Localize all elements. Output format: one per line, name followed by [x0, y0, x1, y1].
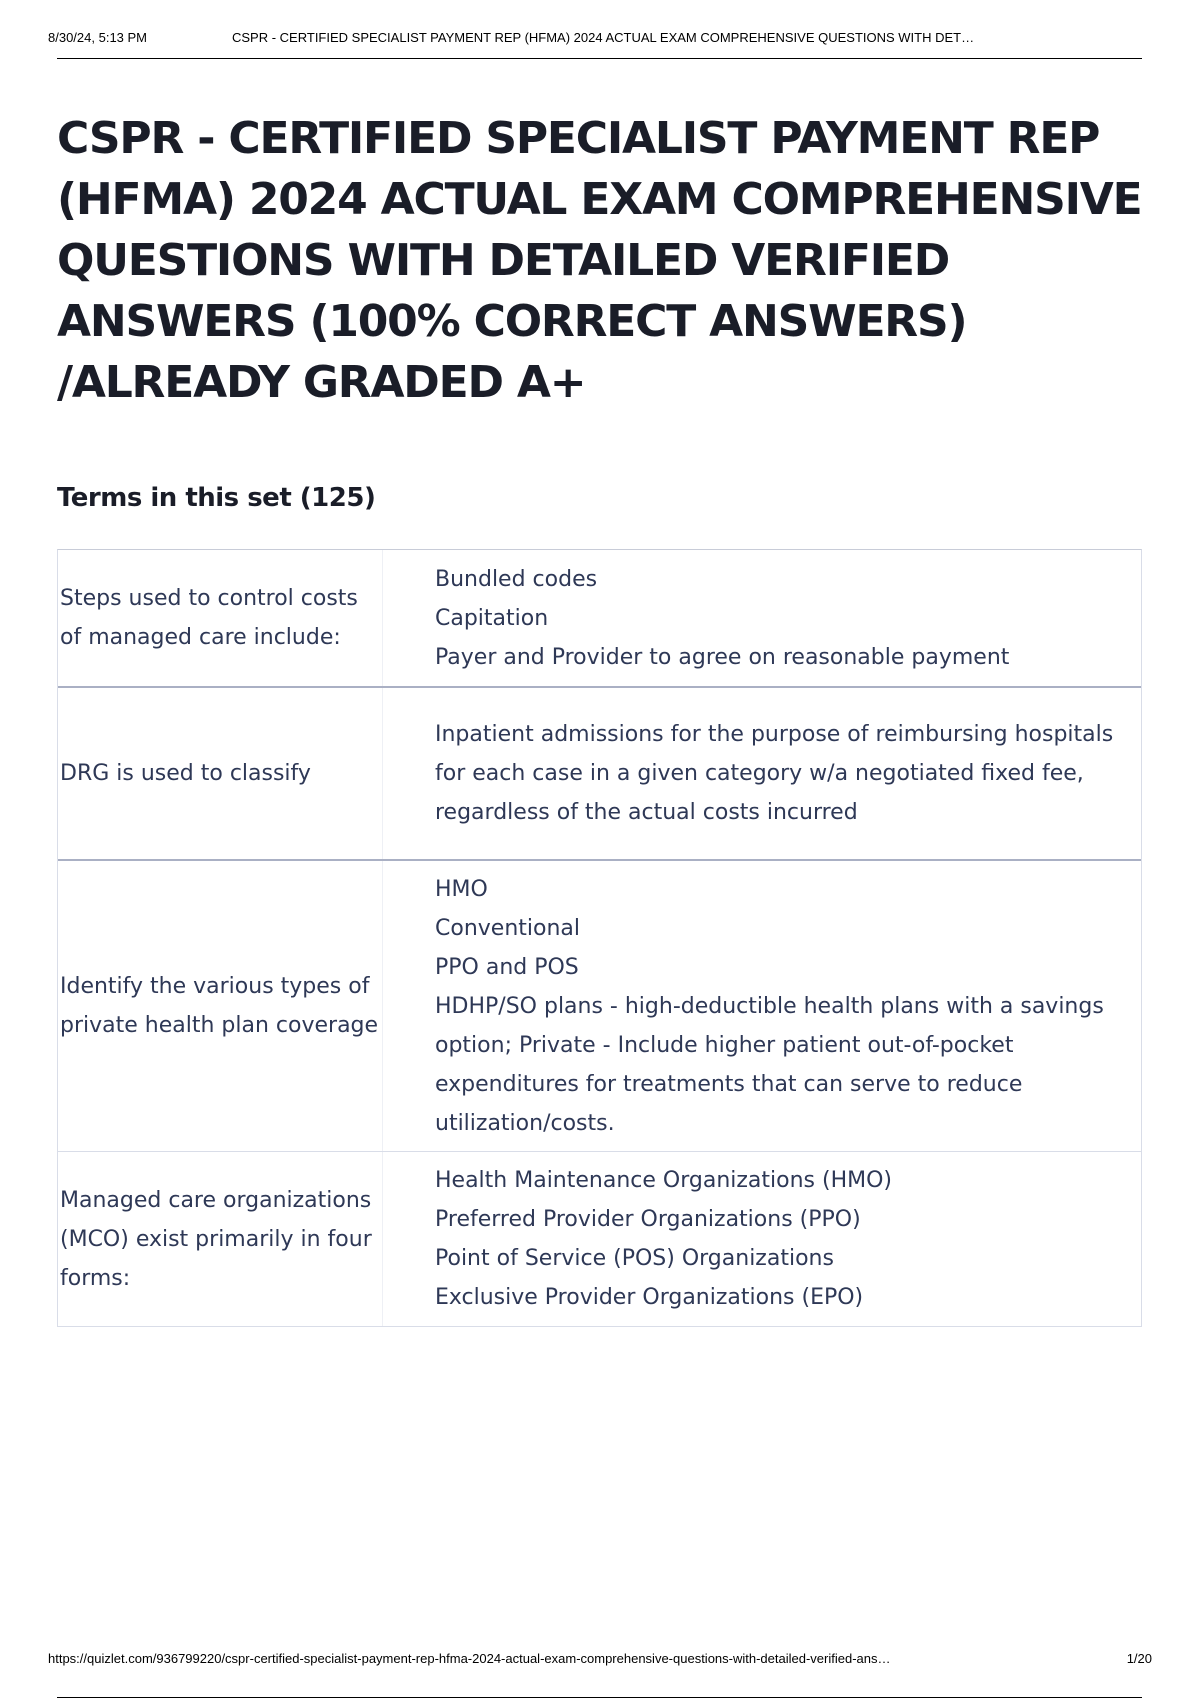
definition-line: Bundled codes — [435, 566, 598, 592]
header-divider — [57, 58, 1142, 59]
term-text: Steps used to control costs of managed care include: — [58, 550, 383, 686]
terms-table — [57, 549, 1142, 1327]
footer-divider — [57, 1697, 1142, 1698]
term-text: Managed care organizations (MCO) exist primarily in four forms: — [58, 1152, 383, 1326]
definition-line: Conventional — [435, 915, 580, 941]
term-row — [58, 686, 1141, 859]
print-date: 8/30/24, 5:13 PM — [48, 30, 148, 45]
definition-line: Health Maintenance Organizations (HMO) — [435, 1168, 893, 1193]
definition-line: Capitation — [435, 605, 549, 631]
definition-line: Exclusive Provider Organizations (EPO) — [435, 1285, 864, 1310]
definition-line: HDHP/SO plans - high-deductible health plans with a savings option; Private - Include higher patient out-of-pocket expenditures for treatments that can serve to reduce utilization/costs. — [435, 993, 1104, 1136]
term-row — [58, 1151, 1141, 1326]
definition-line: Point of Service (POS) Organizations — [435, 1246, 834, 1271]
definition — [383, 550, 1141, 686]
definition — [383, 861, 1141, 1151]
definition-line: HMO — [435, 876, 488, 902]
page-number: 1/20 — [1126, 1651, 1152, 1666]
term-text: DRG is used to classify — [58, 688, 383, 859]
definition-line: Inpatient admissions for the purpose of reimbursing hospitals for each case in a given category w/a negotiated fixed fee, regardless of the actual costs incurred — [435, 722, 1114, 825]
definition-line: Payer and Provider to agree on reasonable payment — [435, 644, 1010, 670]
page-url: https://quizlet.com/936799220/cspr-certified-specialist-payment-rep-hfma-2024-actual-exam-comprehensive-questions-with-detailed-verified-ans… — [48, 1651, 891, 1666]
page-title: CSPR - CERTIFIED SPECIALIST PAYMENT REP (HFMA) 2024 ACTUAL EXAM COMPREHENSIVE QUESTIONS WITH DETAILED VERIFIED ANSWERS (100% CORRECT ANSWERS) /ALREADY GRADED A+ — [57, 113, 1142, 408]
definition — [383, 1152, 1141, 1326]
print-header-title: CSPR - CERTIFIED SPECIALIST PAYMENT REP (HFMA) 2024 ACTUAL EXAM COMPREHENSIVE QUESTIONS WITH DET… — [232, 30, 975, 45]
definition — [383, 688, 1141, 859]
term-row — [58, 859, 1141, 1151]
term-row — [58, 550, 1141, 686]
definition-line: PPO and POS — [435, 954, 579, 980]
term-text: Identify the various types of private health plan coverage — [58, 861, 383, 1151]
terms-count-heading: Terms in this set (125) — [57, 483, 376, 513]
definition-line: Preferred Provider Organizations (PPO) — [435, 1207, 861, 1232]
